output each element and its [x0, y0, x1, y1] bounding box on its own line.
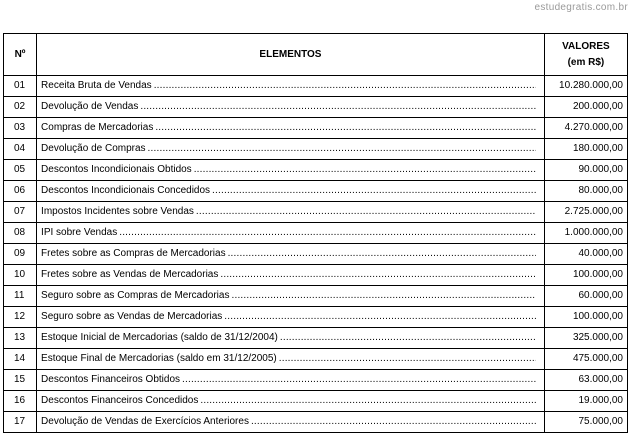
table-row — [4, 244, 628, 265]
row-element-label: Fretes sobre as Compras de Mercadorias — [41, 248, 226, 259]
dot-leader — [180, 370, 536, 390]
row-element-cell — [37, 328, 545, 349]
row-number: 10 — [4, 265, 37, 286]
watermark: estudegratis.com.br — [534, 2, 628, 13]
row-element-cell — [37, 76, 545, 97]
dot-leader — [222, 307, 536, 327]
row-number: 02 — [4, 97, 37, 118]
header-num: Nº — [4, 34, 37, 76]
row-element-label: Fretes sobre as Vendas de Mercadorias — [41, 269, 219, 280]
dot-leader — [277, 349, 536, 369]
dot-leader — [153, 118, 536, 138]
row-element-label: IPI sobre Vendas — [41, 227, 118, 238]
row-element-label: Descontos Incondicionais Concedidos — [41, 185, 211, 196]
row-number: 09 — [4, 244, 37, 265]
row-value: 75.000,00 — [544, 412, 627, 433]
table-row — [4, 202, 628, 223]
table-row — [4, 391, 628, 412]
dot-leader — [229, 286, 535, 306]
row-value: 325.000,00 — [544, 328, 627, 349]
row-number: 11 — [4, 286, 37, 307]
row-element-cell — [37, 160, 545, 181]
row-value: 19.000,00 — [544, 391, 627, 412]
row-element-cell — [37, 139, 545, 160]
table-body — [4, 76, 628, 433]
row-value: 100.000,00 — [544, 307, 627, 328]
table-row — [4, 139, 628, 160]
row-element-cell — [37, 97, 545, 118]
row-element-cell — [37, 412, 545, 433]
header-values-line1: VALORES — [562, 40, 610, 52]
row-element-label: Compras de Mercadorias — [41, 122, 154, 133]
row-value: 100.000,00 — [544, 265, 627, 286]
row-element-label: Devolução de Vendas de Exercícios Anteriores — [41, 416, 249, 427]
dot-leader — [194, 202, 536, 222]
table-header-row — [4, 34, 628, 76]
dot-leader — [198, 391, 536, 411]
row-number: 12 — [4, 307, 37, 328]
table-row — [4, 181, 628, 202]
row-element-label: Descontos Incondicionais Obtidos — [41, 164, 192, 175]
table-row — [4, 265, 628, 286]
row-value: 200.000,00 — [544, 97, 627, 118]
row-element-cell — [37, 265, 545, 286]
dot-leader — [210, 181, 536, 201]
row-element-cell — [37, 181, 545, 202]
table-row — [4, 286, 628, 307]
row-element-cell — [37, 223, 545, 244]
dot-leader — [152, 76, 536, 96]
table-row — [4, 412, 628, 433]
dot-leader — [226, 244, 536, 264]
row-value: 475.000,00 — [544, 349, 627, 370]
row-value: 180.000,00 — [544, 139, 627, 160]
dot-leader — [138, 97, 536, 117]
row-element-label: Seguro sobre as Vendas de Mercadorias — [41, 311, 223, 322]
dot-leader — [249, 412, 536, 432]
table-row — [4, 223, 628, 244]
row-element-cell — [37, 202, 545, 223]
row-value: 40.000,00 — [544, 244, 627, 265]
row-element-cell — [37, 349, 545, 370]
row-element-label: Descontos Financeiros Concedidos — [41, 395, 199, 406]
row-number: 14 — [4, 349, 37, 370]
dot-leader — [146, 139, 536, 159]
row-element-label: Estoque Final de Mercadorias (saldo em 31/12/2005) — [41, 353, 277, 364]
dot-leader — [192, 160, 536, 180]
row-number: 03 — [4, 118, 37, 139]
table-row — [4, 307, 628, 328]
row-number: 04 — [4, 139, 37, 160]
row-element-label: Receita Bruta de Vendas — [41, 80, 152, 91]
table-row — [4, 349, 628, 370]
row-element-cell — [37, 118, 545, 139]
row-value: 10.280.000,00 — [544, 76, 627, 97]
row-value: 80.000,00 — [544, 181, 627, 202]
row-value: 63.000,00 — [544, 370, 627, 391]
row-element-cell — [37, 391, 545, 412]
table-row — [4, 97, 628, 118]
row-value: 60.000,00 — [544, 286, 627, 307]
row-element-label: Devolução de Vendas — [41, 101, 139, 112]
row-number: 17 — [4, 412, 37, 433]
table-row — [4, 370, 628, 391]
row-element-cell — [37, 244, 545, 265]
row-number: 07 — [4, 202, 37, 223]
table-row — [4, 160, 628, 181]
row-element-label: Estoque Inicial de Mercadorias (saldo de 31/12/2004) — [41, 332, 278, 343]
header-values-line2: (em R$) — [567, 56, 605, 68]
table-row — [4, 118, 628, 139]
row-element-cell — [37, 307, 545, 328]
accounting-elements-table — [3, 33, 628, 433]
row-element-label: Descontos Financeiros Obtidos — [41, 374, 181, 385]
row-value: 4.270.000,00 — [544, 118, 627, 139]
row-number: 01 — [4, 76, 37, 97]
table-row — [4, 328, 628, 349]
row-element-label: Impostos Incidentes sobre Vendas — [41, 206, 194, 217]
row-element-cell — [37, 370, 545, 391]
row-number: 08 — [4, 223, 37, 244]
row-number: 06 — [4, 181, 37, 202]
row-value: 90.000,00 — [544, 160, 627, 181]
dot-leader — [117, 223, 536, 243]
row-value: 1.000.000,00 — [544, 223, 627, 244]
table-row — [4, 76, 628, 97]
row-element-label: Seguro sobre as Compras de Mercadorias — [41, 290, 230, 301]
row-number: 13 — [4, 328, 37, 349]
row-number: 05 — [4, 160, 37, 181]
dot-leader — [278, 328, 536, 348]
row-element-label: Devolução de Compras — [41, 143, 146, 154]
header-values — [544, 34, 627, 76]
row-number: 16 — [4, 391, 37, 412]
row-element-cell — [37, 286, 545, 307]
dot-leader — [218, 265, 535, 285]
header-elements: ELEMENTOS — [37, 34, 545, 76]
row-number: 15 — [4, 370, 37, 391]
row-value: 2.725.000,00 — [544, 202, 627, 223]
